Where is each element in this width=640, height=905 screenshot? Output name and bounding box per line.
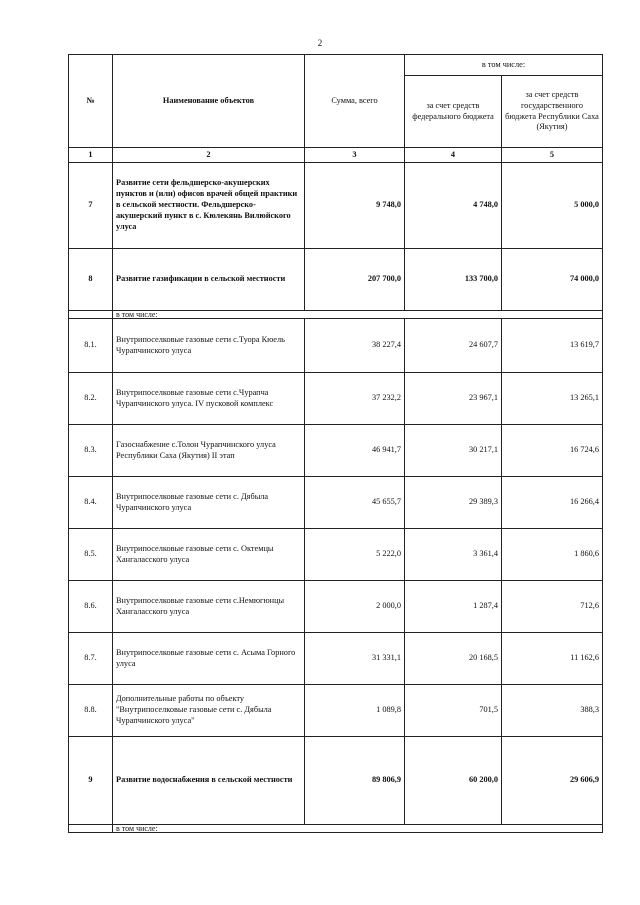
federal-amount: 3 361,4 [405, 529, 502, 581]
note-spacer [69, 311, 113, 319]
subtotal-note-row [69, 825, 603, 833]
total-amount: 9 748,0 [305, 163, 405, 249]
row-number: 8.3. [69, 425, 113, 477]
row-number: 8 [69, 249, 113, 311]
note-spacer [69, 825, 113, 833]
object-name: Развитие сети фельдшерско-акушерских пунктов и (или) офисов врачей общей практики в сельской местности. Фельдшерско-акушерский пункт в с. Кюлекянь Вилюйского улуса [113, 163, 305, 249]
header-num: № [69, 55, 113, 148]
table-row [69, 633, 603, 685]
header-name: Наименование объектов [113, 55, 305, 148]
regional-amount: 1 860,6 [502, 529, 603, 581]
column-number: 5 [502, 148, 603, 163]
object-name: Развитие водоснабжения в сельской местности [113, 737, 305, 825]
column-number: 3 [305, 148, 405, 163]
object-name: Внутрипоселковые газовые сети с.Туора Кюель Чурапчинского улуса [113, 319, 305, 373]
column-numbers-row [69, 148, 603, 163]
object-name: Внутрипоселковые газовые сети с.Немюгюнцы Хангаласского улуса [113, 581, 305, 633]
regional-amount: 16 724,6 [502, 425, 603, 477]
table-body [69, 163, 603, 833]
table-row [69, 249, 603, 311]
regional-amount: 13 619,7 [502, 319, 603, 373]
regional-amount: 388,3 [502, 685, 603, 737]
total-amount: 207 700,0 [305, 249, 405, 311]
total-amount: 5 222,0 [305, 529, 405, 581]
total-amount: 46 941,7 [305, 425, 405, 477]
table-row [69, 163, 603, 249]
column-number: 1 [69, 148, 113, 163]
table-row [69, 737, 603, 825]
total-amount: 2 000,0 [305, 581, 405, 633]
table-row [69, 425, 603, 477]
column-number: 2 [113, 148, 305, 163]
row-number: 8.4. [69, 477, 113, 529]
object-name: Газоснабжение с.Толон Чурапчинского улуса Республики Саха (Якутия) II этап [113, 425, 305, 477]
table-row [69, 685, 603, 737]
total-amount: 1 089,8 [305, 685, 405, 737]
regional-amount: 13 265,1 [502, 373, 603, 425]
table-row [69, 581, 603, 633]
table-row [69, 319, 603, 373]
regional-amount: 16 266,4 [502, 477, 603, 529]
regional-amount: 11 162,6 [502, 633, 603, 685]
table-row [69, 477, 603, 529]
page-number: 2 [317, 38, 323, 48]
federal-amount: 29 389,3 [405, 477, 502, 529]
total-amount: 31 331,1 [305, 633, 405, 685]
row-number: 8.6. [69, 581, 113, 633]
row-number: 8.5. [69, 529, 113, 581]
regional-amount: 74 000,0 [502, 249, 603, 311]
total-amount: 37 232,2 [305, 373, 405, 425]
federal-amount: 133 700,0 [405, 249, 502, 311]
row-number: 8.8. [69, 685, 113, 737]
object-name: Внутрипоселковые газовые сети с.Чурапча Чурапчинского улуса. IV пусковой комплекс [113, 373, 305, 425]
object-name: Внутрипоселковые газовые сети с. Дябыла Чурапчинского улуса [113, 477, 305, 529]
total-amount: 45 655,7 [305, 477, 405, 529]
regional-amount: 5 000,0 [502, 163, 603, 249]
regional-amount: 29 606,9 [502, 737, 603, 825]
total-amount: 38 227,4 [305, 319, 405, 373]
federal-amount: 30 217,1 [405, 425, 502, 477]
federal-amount: 23 967,1 [405, 373, 502, 425]
header-federal: за счет средств федерального бюджета [405, 76, 502, 148]
budget-table [68, 54, 603, 833]
subtotal-note-row [69, 311, 603, 319]
federal-amount: 1 287,4 [405, 581, 502, 633]
federal-amount: 4 748,0 [405, 163, 502, 249]
object-name: Внутрипоселковые газовые сети с. Октемцы Хангаласского улуса [113, 529, 305, 581]
total-amount: 89 806,9 [305, 737, 405, 825]
federal-amount: 24 607,7 [405, 319, 502, 373]
header-regional: за счет средств государственного бюджета Республики Саха (Якутия) [502, 76, 603, 148]
row-number: 7 [69, 163, 113, 249]
object-name: Внутрипоселковые газовые сети с. Асыма Горного улуса [113, 633, 305, 685]
federal-amount: 701,5 [405, 685, 502, 737]
column-number: 4 [405, 148, 502, 163]
object-name: Развитие газификации в сельской местности [113, 249, 305, 311]
header-total: Сумма, всего [305, 55, 405, 148]
header-group: в том числе: [405, 55, 603, 76]
row-number: 8.1. [69, 319, 113, 373]
object-name: Дополнительные работы по объекту "Внутрипоселковые газовые сети с. Дябыла Чурапчинского улуса" [113, 685, 305, 737]
federal-amount: 20 168,5 [405, 633, 502, 685]
regional-amount: 712,6 [502, 581, 603, 633]
federal-amount: 60 200,0 [405, 737, 502, 825]
row-number: 9 [69, 737, 113, 825]
note-text: в том числе: [113, 311, 603, 319]
table-row [69, 373, 603, 425]
table-row [69, 529, 603, 581]
note-text: в том числе: [113, 825, 603, 833]
row-number: 8.7. [69, 633, 113, 685]
row-number: 8.2. [69, 373, 113, 425]
